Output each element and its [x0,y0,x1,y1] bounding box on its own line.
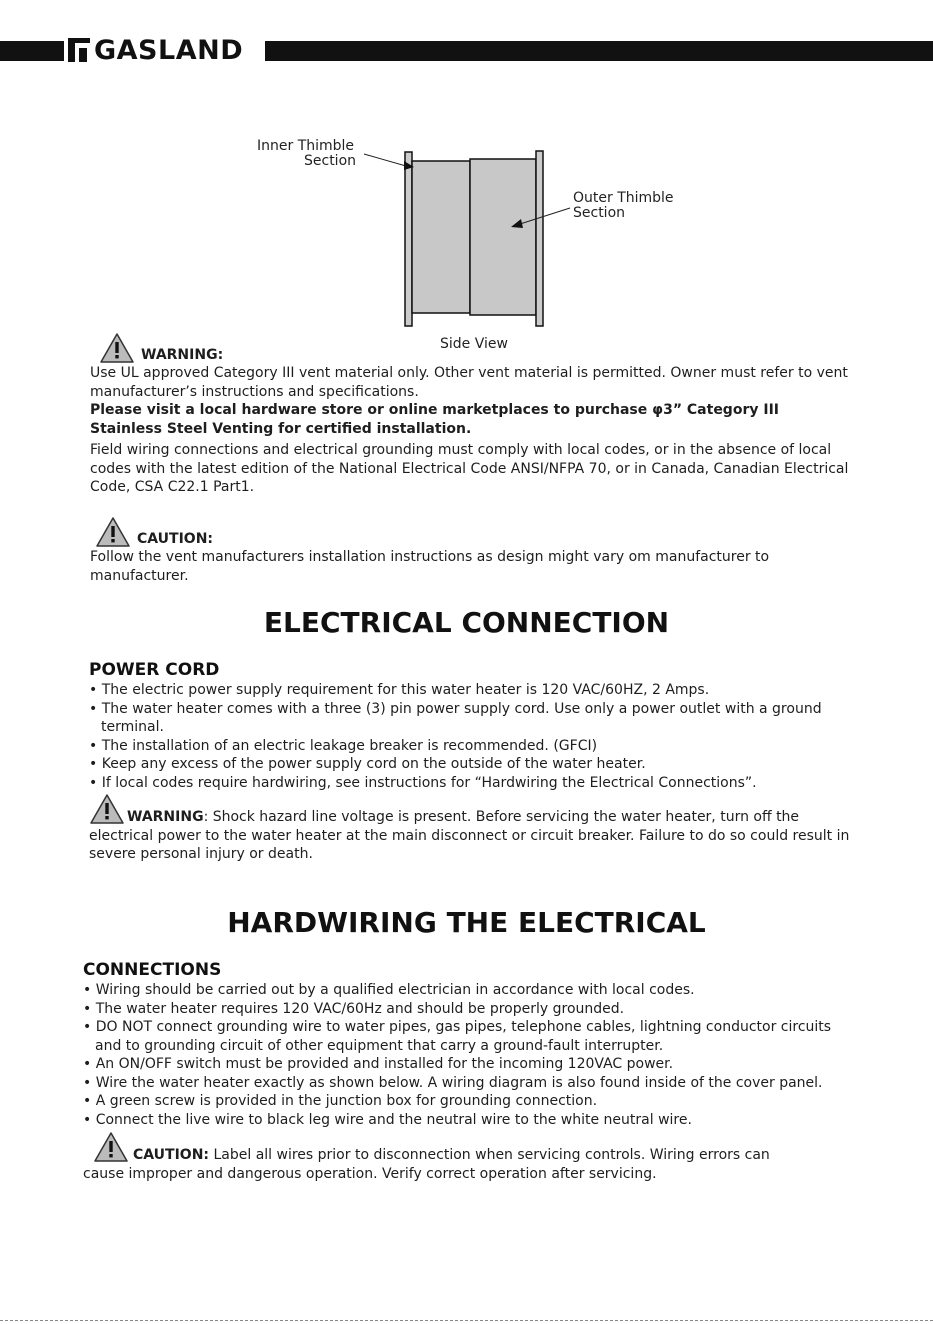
electrical-connection-heading: ELECTRICAL CONNECTION [263,606,670,639]
connections-subheading: CONNECTIONS [83,960,222,980]
side-view-caption: Side View [440,336,508,352]
inner-thimble-label-line2: Section [304,153,357,169]
list-item: • A green screw is provided in the junction box for grounding connection. [83,1092,853,1111]
warning-title: WARNING: [141,346,224,363]
list-item: • The water heater requires 120 VAC/60Hz and should be properly grounded. [83,1000,853,1019]
wiring-caution-title: CAUTION: [133,1147,210,1163]
header-bar-right [265,41,933,61]
caution-text: Follow the vent manufacturers installation instructions as design might vary om manufacturer to manufacturer. [90,549,770,584]
vent-material-text: Use UL approved Category III vent material only. Other vent material is permitted. Owner must refer to vent manufacturer’s instructions and specifications. [90,365,848,400]
list-item: • An ON/OFF switch must be provided and installed for the incoming 120VAC power. [83,1055,853,1074]
caution-icon [95,516,131,548]
wiring-caution [83,1131,813,1183]
power-cord-subheading: POWER CORD [89,660,220,680]
list-item: • The installation of an electric leakage breaker is recommended. (GFCI) [89,737,829,756]
list-item: • The electric power supply requirement for this water heater is 120 VAC/60HZ, 2 Amps. [89,681,829,700]
caution-icon [93,1131,129,1163]
connections-section [83,981,853,1129]
brand-logo-mark [68,38,90,62]
list-item: • Wiring should be carried out by a qualified electrician in accordance with local codes. [83,981,853,1000]
thimble-diagram [0,120,933,360]
vent-caution [90,516,860,585]
warning-icon [99,332,135,364]
purchase-notice: Please visit a local hardware store or online marketplaces to purchase φ3” Category III Stainless Steel Venting for certified installation. [90,402,779,437]
outer-thimble-label-line2: Section [573,205,626,221]
connections-list [83,981,853,1129]
hardwiring-heading: HARDWIRING THE ELECTRICAL [227,906,706,939]
list-item: • Wire the water heater exactly as shown below. A wiring diagram is also found inside of the cover panel. [83,1074,853,1093]
caution-title-row [95,516,860,548]
outer-thimble-label-line1: Outer Thimble [573,190,674,206]
list-item: • DO NOT connect grounding wire to water pipes, gas pipes, telephone cables, lightning conductor circuits and to grounding circuit of other equipment that carry a ground-fault interrupter. [83,1018,853,1055]
vent-warning [90,332,850,497]
caution-title: CAUTION: [137,530,214,547]
inner-thimble-label-line1: Inner Thimble [257,138,355,154]
brand-logo [68,32,243,68]
list-item: • Keep any excess of the power supply cord on the outside of the water heater. [89,755,829,774]
shock-warning [89,793,854,864]
thimble-drawing [0,120,933,360]
wiring-caution-text: Label all wires prior to disconnection when servicing controls. Wiring errors can cause improper and dangerous operation. Verify correct operation after servicing. [83,1147,770,1182]
shock-warning-text: : Shock hazard line voltage is present. Before servicing the water heater, turn off the electrical power to the water heater at the main disconnect or circuit breaker. Failure to do so could result in severe personal injury or death. [89,809,850,862]
field-wiring-text: Field wiring connections and electrical grounding must comply with local codes, or in the absence of local codes with the latest edition of the National Electrical Code ANSI/NFPA 70, or in Canada, Canadian Electrical Code, CSA C22.1 Part1. [90,442,849,495]
list-item: • Connect the live wire to black leg wire and the neutral wire to the white neutral wire. [83,1111,853,1130]
list-item: • If local codes require hardwiring, see instructions for “Hardwiring the Electrical Connections”. [89,774,829,793]
brand-name: GASLAND [94,34,244,66]
power-cord-list [89,681,829,792]
shock-warning-title: WARNING [127,809,204,825]
warning-icon [89,793,125,825]
warning-title-row [99,332,850,364]
power-cord-section [89,681,829,792]
header-bar-left [0,41,64,61]
page-bottom-edge [0,1320,933,1321]
list-item: • The water heater comes with a three (3) pin power supply cord. Use only a power outlet with a ground terminal. [89,700,829,737]
